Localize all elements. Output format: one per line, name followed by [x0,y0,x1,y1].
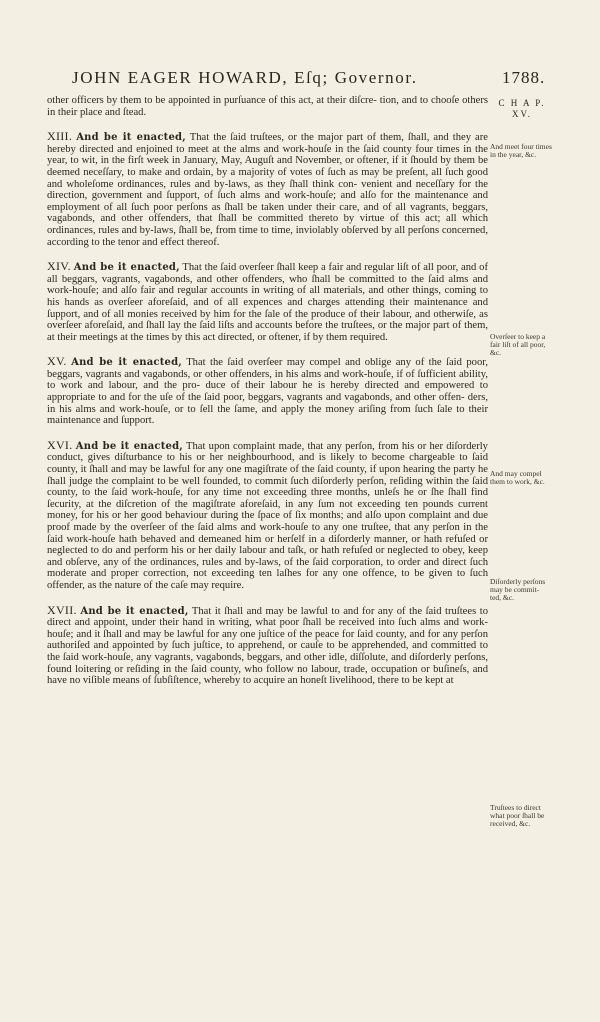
enacting-clause: And be it enacted, [73,262,180,274]
section-number: XIV. [47,259,71,274]
section-number: XIII. [47,129,73,144]
section-16 [47,437,488,592]
body-text [47,95,488,687]
header-year: 1788. [502,68,546,87]
section-text: That the ſaid truſtees, or the major part of them, ſhall, and they are hereby directed and enjoined to meet at the alms and work-houſe in the ſaid county four times in the year, to wit, in the firſt week in January, May, Auguſt and November, or oftener, if it ſhould by them be deemed neceſſary, to make and ordain, by a majority of votes of ſuch as may be preſent, all ſuch good and wholeſome ordinances, rules and by-laws, as they ſhall think con- venient and neceſſary for the direction, government and ſupport, of ſuch alms and work-houſe; and alſo for the maintenance and employment of all ſuch poor perſons as ſhall be taken under their care, and of all vagrants, beggars, vagabonds, and other offenders, that ſhall be committed thereto by virtue of this act; all which ordinances, rules and by-laws, ſhall be, from time to time, inviolably obſerved by all perſons concerned, according to the tenor and effect thereof. [47,132,488,248]
section-15 [47,356,488,427]
section-text: That it ſhall and may be lawful to and for any of the ſaid truſtees to direct and appoint, under their hand in writing, what poor ſhall be received into ſuch alms and work-houſe; and it ſhall and may be lawful for any one juſtice of the peace for ſaid county, and for any perſon authoriſed and appointed by ſuch juſtice, to apprehend, or cauſe to be apprehended, and committed to the ſaid work-houſe, any vagrants, vagabonds, beggars, and other idle, diſſolute, and diſorderly perſons, found loitering or reſiding in the ſaid county, who follow no labour, trade, occupation or buſineſs, and have no viſible means of ſubſiſtence, whereby to acquire an honeſt livelihood, there to be kept at [47,605,488,687]
enacting-clause: And be it enacted, [75,440,183,452]
section-14 [47,261,488,343]
section-number: XV. [47,354,67,369]
margin-note: And meet four times in the year, &c. [490,142,552,160]
section-13 [47,131,488,248]
chapter-label: C H A P. XV. [498,98,546,119]
margin-note: Diſorderly perſons may be commit- ted, &c. [490,577,546,603]
section-number: XVII. [47,602,77,617]
section-17 [47,602,488,687]
enacting-clause: And be it enacted, [76,132,186,144]
section-text: That upon complaint made, that any perſon, from his or her diſorderly conduct, gives diſturbance to his or her neighbourhood, and is likely to become chargeable to ſaid county, it ſhall and may be lawful for any one magiſtrate of the ſaid county, if upon hearing the party he ſhall judge the complaint to be well founded, to commit ſuch diſorderly perſon, reſiding within the ſaid county, to the ſaid work-houſe, for any time not exceeding three months, unleſs he or ſhe ſhall find ſecurity, at the diſcretion of the magiſtrate aforeſaid, in any ſum not exceeding ten pounds current money, for his or her good behaviour during the ſpace of ſix months; and alſo upon complaint and due proof made by the overſeer of the ſaid alms and work-houſe to any one truſtee, that any perſon in the ſaid work-houſe hath behaved and demeaned him or herſelf in a diſorderly manner, or hath refuſed or neglected to do and perform his or her daily labour and taſk, or hath refuſed or neglected to obey, keep and obſerve, any of the ordinances, rules and by-laws, of the ſaid corporation, to order and direct ſuch moderate and proper correction, not exceeding ten laſhes for any one offence, to be given to ſuch offender, as the nature of the caſe may require. [47,440,488,591]
enacting-clause: And be it enacted, [80,605,189,617]
intro-paragraph: other officers by them to be appointed in purſuance of this act, at their diſcre- tion, and to chooſe others in their place and ſtead. [47,95,488,118]
enacting-clause: And be it enacted, [71,357,182,369]
margin-note: Overſeer to keep a fair liſt of all poor, &c. [490,332,546,358]
running-header [72,68,552,88]
margin-note: And may compel them to work, &c. [490,469,545,487]
header-title: JOHN EAGER HOWARD, Eſq; Governor. [72,68,418,87]
margin-note: Truſtees to direct what poor ſhall be received, &c. [490,803,545,829]
section-number: XVI. [47,437,73,452]
section-text: That the ſaid overſeer may compel and oblige any of the ſaid poor, beggars, vagrants and vagabonds, or other offenders, in his alms and work-houſe, if of ſufficient ability, to work and labour, and the pro- duce of their labour he is hereby directed and empowered to appropriate to and for the uſe of the ſaid poor, beggars, vagrants and vagabonds, and other offen- ders, in his alms and work-houſe, or to ſell the ſame, and apply the money ariſing from ſuch ſale to their maintenance and ſupport. [47,357,488,427]
section-text: That the ſaid overſeer ſhall keep a fair and regular liſt of all poor, and of all beggars, vagrants, vagabonds, and other offenders, who ſhall be committed to the ſaid alms and work-houſe; and alſo fair and regular accounts in writing of all materials, and other things, coming to his hands as overſeer aforeſaid, and of all expences and charges attending their maintenance and ſupport, and of all monies received by him for the ſale of the produce of their labour, and otherwiſe, as overſeer aforeſaid, and ſhall lay the ſaid liſts and accounts before the truſtees, or the major part of them, at their meetings at the times by this act directed, or oftener, if by them required. [47,262,488,343]
